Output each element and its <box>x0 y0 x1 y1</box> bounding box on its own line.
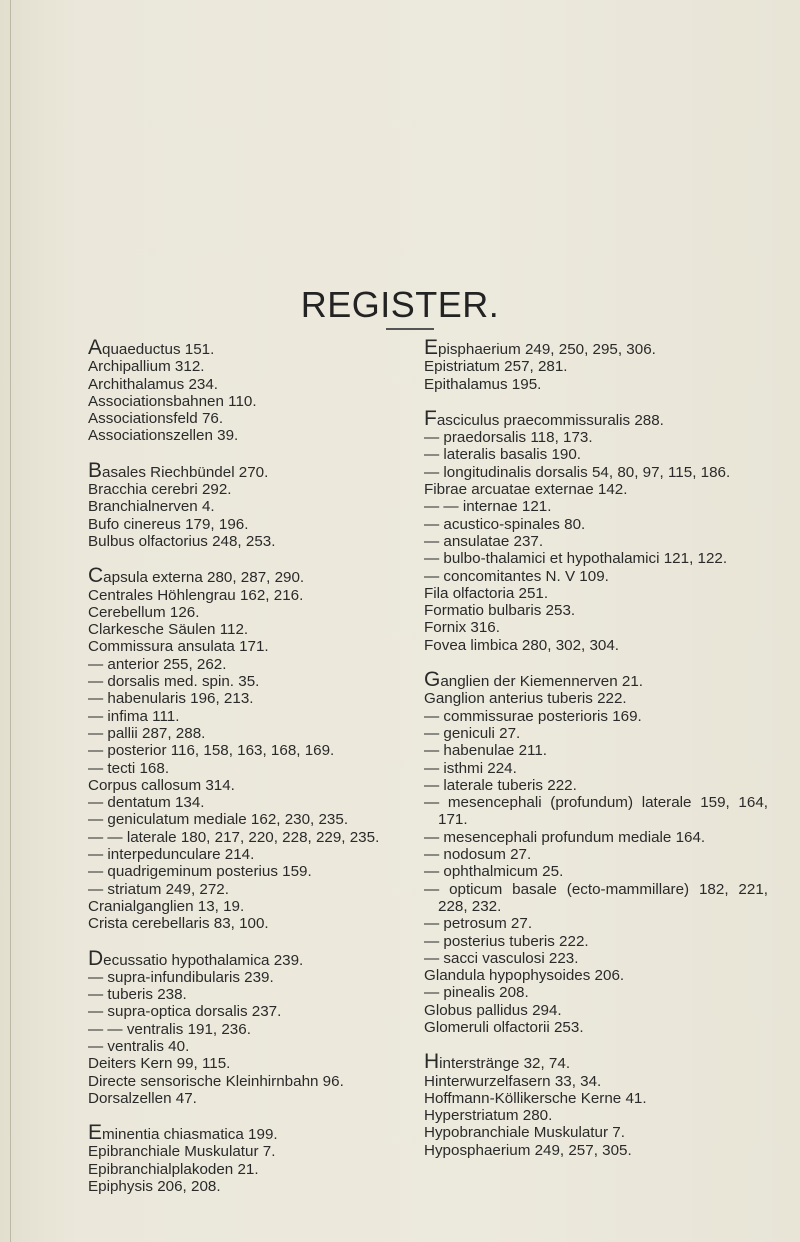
index-entry: Capsula externa 280, 287, 290. <box>88 564 305 588</box>
index-entry: Basales Riechbündel 270. <box>88 458 269 482</box>
index-entry: — dentatum 134. <box>88 794 205 812</box>
index-letter-group <box>88 458 408 550</box>
index-entry: — commissurae posterioris 169. <box>424 707 642 725</box>
index-entry: Hoffmann-Köllikersche Kerne 41. <box>424 1089 647 1107</box>
index-entry: — striatum 249, 272. <box>88 880 229 898</box>
index-entry: Hypobranchiale Muskulatur 7. <box>424 1124 625 1142</box>
index-letter-group <box>88 946 408 1108</box>
index-entry: Hyposphaerium 249, 257, 305. <box>424 1141 632 1159</box>
index-entry: Archithalamus 234. <box>88 375 219 393</box>
index-entry: Epibranchiale Muskulatur 7. <box>88 1143 276 1161</box>
index-entry: — pallii 287, 288. <box>88 724 206 742</box>
index-entry: Bulbus olfactorius 248, 253. <box>88 532 276 550</box>
index-entry: Episphaerium 249, 250, 295, 306. <box>424 336 656 359</box>
index-entry: — ventralis 40. <box>88 1037 190 1055</box>
index-entry: Fasciculus praecommissuralis 288. <box>424 406 664 430</box>
index-entry: — laterale tuberis 222. <box>424 776 577 794</box>
index-entry: Epithalamus 195. <box>424 375 542 393</box>
index-column-right <box>424 336 768 1176</box>
index-entry: Formatio bulbaris 253. <box>424 602 576 620</box>
index-entry: Deiters Kern 99, 115. <box>88 1055 231 1073</box>
index-entry: Ganglion anterius tuberis 222. <box>424 690 627 708</box>
index-letter-group <box>88 336 408 445</box>
index-entry: Bracchia cerebri 292. <box>88 481 232 499</box>
index-entry: — sacci vasculosi 223. <box>424 949 579 967</box>
index-letter-group <box>424 668 768 1036</box>
index-entry: Crista cerebellaris 83, 100. <box>88 915 269 933</box>
index-letter-group <box>424 1050 768 1159</box>
index-entry: — praedorsalis 118, 173. <box>424 429 593 447</box>
index-entry: Fibrae arcuatae externae 142. <box>424 481 628 499</box>
index-letter-group <box>88 1121 408 1196</box>
index-entry: Aquaeductus 151. <box>88 336 215 359</box>
index-entry: — nodosum 27. <box>424 846 532 864</box>
index-entry: — — ventralis 191, 236. <box>88 1020 251 1038</box>
index-entry: Decussatio hypothalamica 239. <box>88 946 304 970</box>
index-entry: Commissura ansulata 171. <box>88 638 269 656</box>
index-entry: — infima 111. <box>88 707 180 725</box>
index-entry: — opticum basale (ecto-mammillare) 182, 221, 228, 232. <box>424 880 768 915</box>
index-entry: Associationsfeld 76. <box>88 410 224 428</box>
index-entry: — bulbo-thalamici et hypothalamici 121, 122. <box>424 550 728 568</box>
index-entry: Epiphysis 206, 208. <box>88 1178 221 1196</box>
index-entry: Hinterwurzelfasern 33, 34. <box>424 1072 602 1090</box>
index-entry: Glandula hypophysoides 206. <box>424 967 625 985</box>
index-entry: — posterior 116, 158, 163, 168, 169. <box>88 742 335 760</box>
index-entry: — longitudinalis dorsalis 54, 80, 97, 115, 186. <box>424 463 731 481</box>
index-entry: Archipallium 312. <box>88 358 205 376</box>
index-entry: — geniculi 27. <box>424 724 521 742</box>
index-entry: Globus pallidus 294. <box>424 1001 562 1019</box>
title-rule <box>386 328 434 330</box>
index-letter-group <box>424 336 768 393</box>
index-entry: Epibranchialplakoden 21. <box>88 1160 259 1178</box>
index-entry: — tecti 168. <box>88 759 170 777</box>
index-entry: — interpedunculare 214. <box>88 846 255 864</box>
index-entry: — supra-optica dorsalis 237. <box>88 1003 282 1021</box>
index-entry: — isthmi 224. <box>424 759 517 777</box>
index-entry: — acustico-spinales 80. <box>424 515 586 533</box>
index-entry: Hyperstriatum 280. <box>424 1107 553 1125</box>
index-entry: — anterior 255, 262. <box>88 655 227 673</box>
index-entry: — geniculatum mediale 162, 230, 235. <box>88 811 349 829</box>
index-entry: — ansulatae 237. <box>424 532 544 550</box>
index-entry: — pinealis 208. <box>424 984 529 1002</box>
index-entry: Fovea limbica 280, 302, 304. <box>424 636 620 654</box>
index-letter-group <box>424 406 768 654</box>
index-entry: — — internae 121. <box>424 498 552 516</box>
index-entry: Directe sensorische Kleinhirnbahn 96. <box>88 1072 344 1090</box>
index-entry: Cranialganglien 13, 19. <box>88 897 245 915</box>
index-entry: — mesencephali profundum mediale 164. <box>424 828 706 846</box>
index-entry: — lateralis basalis 190. <box>424 446 582 464</box>
index-entry: — tuberis 238. <box>88 986 187 1004</box>
index-entry: — posterius tuberis 222. <box>424 932 589 950</box>
index-entry: Clarkesche Säulen 112. <box>88 621 249 639</box>
index-entry: Fornix 316. <box>424 619 500 637</box>
index-entry: Associationsbahnen 110. <box>88 392 257 410</box>
index-entry: — — laterale 180, 217, 220, 228, 229, 235. <box>88 828 380 846</box>
index-entry: — dorsalis med. spin. 35. <box>88 673 260 691</box>
index-letter-group <box>88 564 408 933</box>
index-entry: — supra-infundibularis 239. <box>88 968 274 986</box>
index-entry: Hinterstränge 32, 74. <box>424 1050 571 1074</box>
index-entry: Associationszellen 39. <box>88 427 239 445</box>
index-entry: — quadrigeminum posterius 159. <box>88 863 312 881</box>
index-entry: Fila olfactoria 251. <box>424 584 549 602</box>
index-entry: — ophthalmicum 25. <box>424 863 564 881</box>
index-entry: Glomeruli olfactorii 253. <box>424 1018 584 1036</box>
index-column-left <box>88 336 408 1212</box>
index-entry: Cerebellum 126. <box>88 603 200 621</box>
index-entry: — mesencephali (profundum) laterale 159, 164, 171. <box>424 794 768 829</box>
index-entry: Eminentia chiasmatica 199. <box>88 1121 278 1145</box>
index-entry: — petrosum 27. <box>424 915 533 933</box>
index-entry: Bufo cinereus 179, 196. <box>88 515 249 533</box>
index-entry: Corpus callosum 314. <box>88 776 235 794</box>
index-entry: — habenularis 196, 213. <box>88 690 254 708</box>
index-entry: Centrales Höhlengrau 162, 216. <box>88 586 304 604</box>
page-title: REGISTER. <box>300 284 500 325</box>
index-entry: Dorsalzellen 47. <box>88 1089 197 1107</box>
page-binding-edge <box>10 0 11 1242</box>
index-entry: Epistriatum 257, 281. <box>424 358 568 376</box>
index-entry: Ganglien der Kiemennerven 21. <box>424 668 643 692</box>
index-entry: — habenulae 211. <box>424 742 548 760</box>
index-entry: — concomitantes N. V 109. <box>424 567 609 585</box>
index-entry: Branchialnerven 4. <box>88 498 215 516</box>
